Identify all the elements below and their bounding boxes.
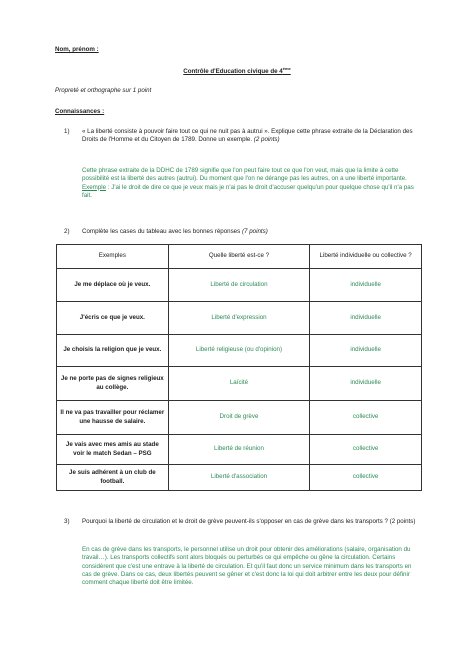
liberty-table <box>56 244 422 491</box>
subtitle: Propreté et orthographe sur 1 point <box>55 87 152 94</box>
q1-number: 1) <box>64 128 70 135</box>
row-liberty: Liberté d'association <box>210 473 268 481</box>
q1-question <box>82 128 422 145</box>
header-type-text: Liberté individuelle ou collective ? <box>319 252 412 260</box>
row-example: J'écris ce que je veux. <box>79 313 145 321</box>
header-examples-text: Exemples <box>98 252 126 260</box>
header-liberty <box>168 245 310 269</box>
name-label: Nom, prénom : <box>55 46 99 53</box>
header-liberty-text: Quelle liberté est-ce ? <box>208 252 270 260</box>
header-examples <box>57 245 169 269</box>
table-row <box>57 401 422 435</box>
row-liberty: Liberté d'expression <box>211 313 267 321</box>
q1-text: « La liberté consiste à pouvoir faire tout ce qui ne nuit pas à autrui ». Explique cette phrase extraite de la Déclaration des Droits de l'Homme et du Citoyen de 1789. Donne un exemple. <box>82 128 413 144</box>
q1-answer-after: : J'ai le droit de dire ce que je veux mais je n'ai pas le droit d'accuser quelqu'un pour quelque chose qu'il n'a pas fait. <box>82 183 414 200</box>
row-example: Je me déplace où je veux. <box>74 280 151 288</box>
table-row <box>57 367 422 401</box>
row-liberty: Liberté de réunion <box>214 445 264 453</box>
row-example: Il ne va pas travailler pour réclamer une hausse de salaire. <box>60 409 165 425</box>
q3-question: Pourquoi la liberté de circulation et le droit de grève peuvent-ils s'opposer en cas de grève dans les transports ? (2 points) <box>82 518 416 525</box>
row-type: individuelle <box>350 346 381 354</box>
table-row <box>57 302 422 335</box>
q3-number: 3) <box>64 518 70 525</box>
table-row <box>57 435 422 465</box>
table-header-row <box>57 245 422 269</box>
row-liberty: Droit de grève <box>219 413 259 421</box>
q1-example-label: Exemple <box>82 183 107 191</box>
title-sup: ème <box>282 66 291 71</box>
row-example: Je ne porte pas de signes religieux au collège. <box>60 375 164 391</box>
row-type: collective <box>352 413 379 421</box>
q2-question <box>82 228 268 236</box>
table-row <box>57 269 422 302</box>
row-example: Je choisis la religion que je veux. <box>63 346 162 354</box>
page-title <box>0 66 474 76</box>
row-example: Je vais avec mes amis au stade voir le match Sedan – PSG <box>65 441 159 457</box>
row-liberty: Laïcité <box>229 379 249 387</box>
q1-answer <box>82 167 422 200</box>
row-example: Je suis adhérent à un club de football. <box>69 469 156 485</box>
row-type: individuelle <box>350 313 381 321</box>
q2-points: (7 points) <box>241 228 268 235</box>
row-liberty: Liberté religieuse (ou d'opinion) <box>195 346 283 354</box>
table-row <box>57 335 422 367</box>
header-type <box>310 245 422 269</box>
section-title: Connaissances : <box>55 108 105 115</box>
row-type: collective <box>352 473 379 481</box>
row-type: individuelle <box>350 280 381 288</box>
q2-number: 2) <box>64 228 70 235</box>
q2-text: Complète les cases du tableau avec les bonnes réponses <box>82 228 241 235</box>
table-row <box>57 465 422 491</box>
q1-answer-before: Cette phrase extraite de la DDHC de 1789 signifie que l'on peut faire tout ce que l'on veut, mais que la limite à cette possibilité est la liberté des autres (autrui). Du moment que l'on ne dérange pas les autres, on a une liberté importante. <box>82 167 407 183</box>
q1-points: (2 points) <box>253 136 280 144</box>
q3-answer: En cas de grève dans les transports, le personnel utilise un droit pour obtenir des améliorations (salaire, organisation du travail…). Les transports collectifs sont alors bloqués ou perturbés ce qui empêche ou gêne la circulation. Certains considèrent que c'est une entrave à la liberté de circulation. Et qu'il faut donc un service minimum dans les transports en cas de grève. Dans ce cas, deux libertés peuvent se gêner et c'est donc la loi qui doit arbitrer entre les deux pour définir comment chaque liberté doit être limitée. <box>82 546 412 587</box>
row-type: collective <box>352 445 379 453</box>
title-text: Contrôle d'Education civique de 4 <box>183 68 283 76</box>
row-type: individuelle <box>350 379 381 387</box>
row-liberty: Liberté de circulation <box>210 280 268 288</box>
